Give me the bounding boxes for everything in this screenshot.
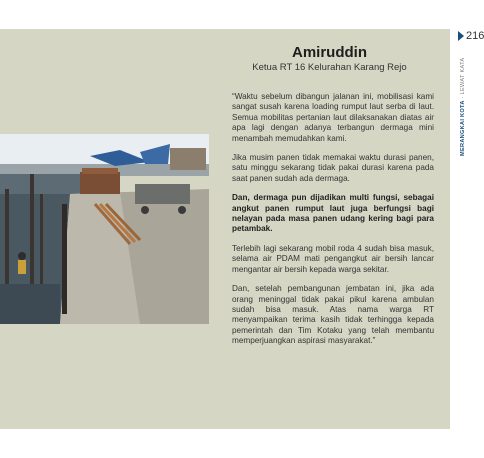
quote-body <box>232 92 434 356</box>
side-title-light: LEWAT KATA <box>460 57 466 95</box>
side-title-bold: MERANGKAI KOTA <box>460 100 466 156</box>
triangle-icon <box>458 31 464 41</box>
profile-name: Amiruddin <box>292 44 367 61</box>
profile-role: Ketua RT 16 Kelurahan Karang Rejo <box>252 62 407 73</box>
page-number-text: 216 <box>466 30 484 42</box>
pier-photo <box>0 134 209 324</box>
side-title-sep: · <box>460 94 466 101</box>
quote-paragraph: Dan, setelah pembangunan jembatan ini, jika ada orang meninggal tidak pakai pikul karena ambulan sudah bisa masuk. Atas nama warga RT menyampaikan terima kasih tidak terhingga kepada pemerintah dan Tim Kotaku yang telah membantu memperjuangkan aspirasi masyarakat.” <box>232 284 434 346</box>
quote-paragraph-bold: Dan, dermaga pun dijadikan multi fungsi, sebagai angkut panen rumput laut juga berfungsi bagi nelayan pada masa panen udang kering bagi para petambak. <box>232 193 434 234</box>
side-title <box>460 58 466 156</box>
page-number <box>458 30 484 42</box>
quote-paragraph: Terlebih lagi sekarang mobil roda 4 sudah bisa masuk, selama air PDAM mati pengangkut air bersih lancar mengantar air bersih kepada warga sekitar. <box>232 243 434 274</box>
quote-paragraph: “Waktu sebelum dibangun jalanan ini, mobilisasi kami sangat susah karena loading rumput laut serba di laut. Semua mobilitas pertanian laut dilaksanakan diatas air apa lagi dengan adanya terbangun dermaga mini menambah memudahkan kami. <box>232 92 434 143</box>
quote-paragraph: Jika musim panen tidak memakai waktu durasi panen, satu minggu sekarang tidak pakai durasi karena pada saat panen sudah ada dermaga. <box>232 153 434 183</box>
pier-photo-icon <box>0 134 209 324</box>
